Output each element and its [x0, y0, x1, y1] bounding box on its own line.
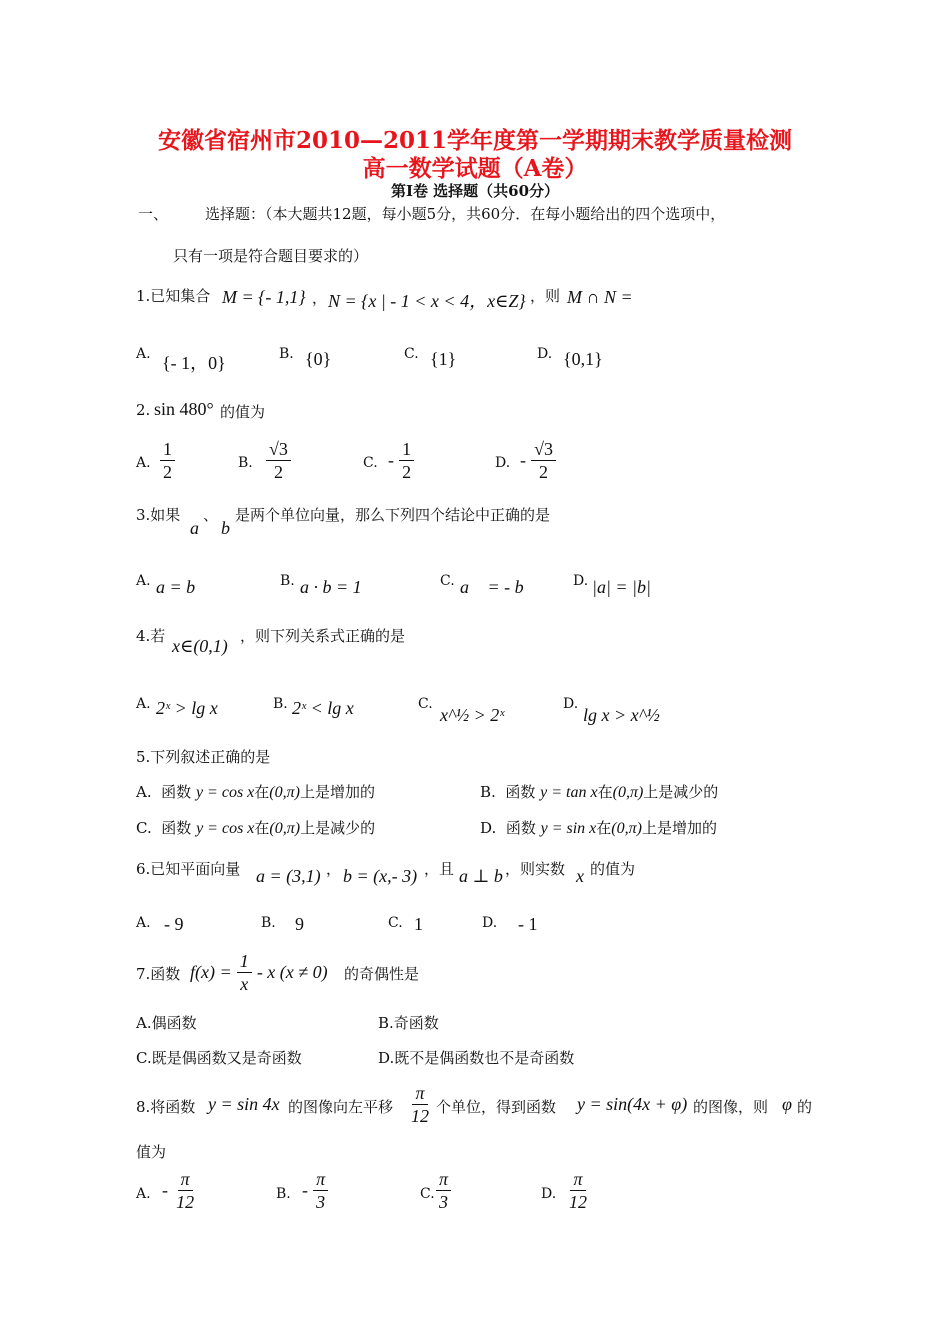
q5-option-b[interactable] — [480, 781, 718, 802]
q3-sep: 、 — [203, 506, 219, 524]
q2-option-a-fraction: $\frac{1}{2}$ — [160, 438, 175, 483]
q2-option-d-sign: - — [520, 450, 526, 470]
q6-option-a-label: A. — [136, 915, 151, 931]
q7-option-d[interactable] — [378, 1047, 574, 1068]
q8-option-c-fraction: $\frac{\pi}{3}$ — [436, 1168, 451, 1213]
q6-option-c-label: C. — [388, 915, 403, 931]
q3-option-d-label: D. — [573, 573, 589, 589]
q5-option-d-label: D. — [480, 819, 497, 837]
q3-option-a-label: A. — [136, 573, 151, 589]
q5-option-b-expr: y = tan x — [540, 784, 598, 801]
q7-option-c-text: 既是偶函数又是奇函数 — [151, 1049, 302, 1067]
q5-option-b-pre: 函数 — [505, 783, 536, 801]
instructions-number: 一、 — [138, 205, 169, 223]
q8-option-b-label: B. — [276, 1186, 291, 1202]
q4-option-b[interactable]: 2ˣ < lg x — [292, 698, 354, 718]
q7-option-d-text: 既不是偶函数也不是奇函数 — [394, 1049, 575, 1067]
q2-stem-num: 2. — [136, 401, 151, 419]
q8-stem: 8.将函数 — [136, 1098, 196, 1116]
q5-option-a-interval: (0,π) — [269, 784, 300, 801]
q2-option-c-label: C. — [363, 455, 378, 471]
q6-sep2: ，且 — [424, 860, 455, 878]
q7-option-b-label: B. — [378, 1014, 394, 1032]
q6-option-a[interactable]: - 9 — [164, 914, 184, 934]
q2-option-a[interactable] — [160, 438, 175, 483]
q6-tail2: 的值为 — [590, 860, 636, 878]
q4-option-a-label: A. — [136, 696, 151, 712]
q1-option-d-label: D. — [537, 346, 553, 362]
q6-vec-b: b = (x,- 3) — [343, 866, 418, 886]
q5-option-c-post: 上是减少的 — [300, 819, 376, 837]
q7-tail: 的奇偶性是 — [344, 965, 420, 983]
q3-option-b[interactable]: a · b = 1 — [300, 577, 362, 597]
q5-option-c-interval: (0,π) — [269, 820, 301, 837]
q8-f1: y = sin 4x — [208, 1094, 280, 1114]
q2-option-b-fraction: $\frac{√3}{2}$ — [266, 438, 291, 483]
q5-option-a[interactable] — [136, 781, 375, 802]
q4-stem: 4.若 — [136, 627, 166, 645]
q5-option-a-expr: y = cos x — [195, 784, 255, 801]
q3-var-b: b — [221, 518, 230, 538]
q4-cond: x∈(0,1) — [172, 636, 228, 656]
q7-option-b-text: 奇函数 — [393, 1014, 439, 1032]
q7-option-c[interactable] — [136, 1047, 302, 1068]
q3-stem: 3.如果 — [136, 506, 181, 524]
q8-option-b[interactable] — [302, 1168, 328, 1213]
q6-option-d[interactable]: - 1 — [518, 914, 538, 934]
q7-option-a[interactable] — [136, 1012, 197, 1033]
q5-option-d-post: 上是增加的 — [641, 819, 717, 837]
q7-function — [190, 950, 328, 995]
q8-var: φ — [782, 1094, 792, 1114]
q1-stem: 1.已知集合 — [136, 287, 211, 305]
q8-tail: 的 — [797, 1098, 813, 1116]
q6-var: x — [576, 866, 584, 886]
q8-option-a[interactable] — [162, 1168, 197, 1213]
q7-option-c-label: C. — [136, 1049, 152, 1067]
q5-option-c-mid: 在 — [254, 819, 270, 837]
q8-line2: 值为 — [136, 1143, 167, 1161]
instructions-line2: 只有一项是符合题目要求的） — [173, 247, 369, 265]
q7-stem: 7.函数 — [136, 965, 181, 983]
q1-expr: M ∩ N = — [567, 287, 633, 307]
q2-option-c-sign: - — [388, 450, 394, 470]
q5-option-c-pre: 函数 — [161, 819, 192, 837]
q8-mid3: 的图像，则 — [693, 1098, 769, 1116]
q8-mid1: 的图像向左平移 — [288, 1098, 394, 1116]
q8-option-b-fraction: $\frac{\pi}{3}$ — [313, 1168, 328, 1213]
q1-option-a-label: A. — [136, 346, 151, 362]
q5-option-c-expr: y = cos x — [196, 820, 255, 837]
q5-option-d[interactable] — [480, 817, 717, 838]
q1-option-b[interactable]: {0} — [305, 349, 332, 369]
q8-f2: y = sin(4x + φ) — [577, 1094, 688, 1114]
q3-option-a[interactable]: a = b — [156, 577, 196, 597]
q4-option-a[interactable]: 2ˣ > lg x — [156, 698, 218, 718]
q4-option-d[interactable]: lg x > x^½ — [583, 705, 660, 725]
q5-option-a-mid: 在 — [254, 783, 270, 801]
q5-option-d-expr: y = sin x — [540, 820, 597, 837]
q5-option-b-mid: 在 — [597, 783, 613, 801]
q6-option-c[interactable]: 1 — [414, 914, 423, 934]
q6-sep1: ， — [326, 860, 342, 878]
q8-mid2: 个单位，得到函数 — [436, 1098, 557, 1116]
q1-set-n: N = {x | - 1 < x < 4，x∈Z} — [328, 291, 526, 311]
q4-option-c[interactable]: x^½ > 2ˣ — [440, 705, 505, 725]
q2-option-a-label: A. — [136, 455, 151, 471]
q5-stem: 5.下列叙述正确的是 — [136, 748, 271, 766]
q6-option-d-label: D. — [482, 915, 498, 931]
q2-option-c-fraction: $\frac{1}{2}$ — [399, 438, 414, 483]
q6-vec-a: a = (3,1) — [256, 866, 321, 886]
q5-option-c-label: C. — [136, 819, 152, 837]
q8-option-a-label: A. — [136, 1186, 151, 1202]
exam-title: 安徽省宿州市2010—2011学年度第一学期期末教学质量检测 — [157, 127, 793, 154]
q8-shift — [408, 1082, 432, 1127]
q2-option-d[interactable] — [520, 438, 556, 483]
q7-option-b[interactable] — [378, 1012, 439, 1033]
q1-option-a[interactable]: {- 1，0} — [162, 353, 226, 373]
q6-tail: ，则实数 — [505, 860, 566, 878]
q1-option-c[interactable]: {1} — [430, 349, 457, 369]
q5-option-c[interactable] — [136, 817, 375, 838]
q2-option-b-label: B. — [238, 455, 253, 471]
q2-option-d-label: D. — [495, 455, 511, 471]
q3-option-c-label: C. — [440, 573, 455, 589]
q8-option-c-label: C. — [420, 1186, 435, 1202]
q2-option-b[interactable] — [266, 438, 291, 483]
q6-option-b-label: B. — [261, 915, 276, 931]
q5-option-b-label: B. — [480, 783, 496, 801]
section-heading: 第Ⅰ卷 选择题（共60分） — [390, 182, 560, 200]
q4-option-c-label: C. — [418, 696, 433, 712]
q8-option-b-sign: - — [302, 1180, 308, 1200]
q1-option-d[interactable]: {0,1} — [563, 349, 603, 369]
q1-set-m: M = {- 1,1} — [222, 287, 306, 307]
q8-option-d[interactable] — [566, 1168, 590, 1213]
q6-cond: a ⊥ b — [459, 866, 503, 886]
q3-option-c[interactable]: a⃗ = - b⃗ — [460, 577, 538, 597]
q5-option-d-pre: 函数 — [505, 819, 536, 837]
q7-lhs: f(x) = — [190, 962, 232, 982]
q2-option-c[interactable] — [388, 438, 414, 483]
q5-option-a-label: A. — [136, 783, 152, 801]
q5-option-b-post: 上是减少的 — [643, 783, 719, 801]
q4-option-b-label: B. — [273, 696, 288, 712]
q1-tail: ，则 — [530, 287, 561, 305]
q1-sep: ， — [312, 289, 328, 307]
q3-tail: 是两个单位向量，那么下列四个结论中正确的是 — [235, 506, 551, 524]
q1-option-b-label: B. — [279, 346, 294, 362]
q6-option-b[interactable]: 9 — [295, 914, 304, 934]
q7-option-a-label: A. — [136, 1014, 152, 1032]
q8-option-a-sign: - — [162, 1180, 168, 1200]
q8-shift-fraction: $\frac{\pi}{12}$ — [411, 1083, 429, 1126]
q8-option-c[interactable] — [436, 1168, 451, 1213]
q7-option-d-label: D. — [378, 1049, 395, 1067]
q5-option-d-mid: 在 — [596, 819, 612, 837]
q3-var-a: a — [190, 518, 199, 538]
q5-option-a-post: 上是增加的 — [299, 783, 375, 801]
instructions-line1: 选择题：（本大题共12题，每小题5分，共60分．在每小题给出的四个选项中， — [205, 205, 726, 223]
q2-expr: sin 480° — [154, 399, 214, 419]
q7-option-a-text: 偶函数 — [151, 1014, 197, 1032]
q4-option-d-label: D. — [563, 696, 579, 712]
q5-option-a-pre: 函数 — [161, 783, 192, 801]
q8-option-a-fraction: $\frac{\pi}{12}$ — [176, 1169, 195, 1212]
q5-option-b-interval: (0,π) — [612, 784, 644, 801]
q2-option-d-fraction: $\frac{√3}{2}$ — [531, 438, 556, 483]
q3-option-b-label: B. — [280, 573, 295, 589]
q3-option-d[interactable]: |a| = |b| — [592, 577, 651, 597]
q5-option-d-interval: (0,π) — [611, 820, 642, 837]
q1-option-c-label: C. — [404, 346, 419, 362]
q8-option-d-label: D. — [541, 1186, 557, 1202]
exam-subtitle: 高一数学试题（A卷） — [362, 155, 588, 182]
q2-tail: 的值为 — [220, 403, 266, 421]
q8-option-d-fraction: $\frac{\pi}{12}$ — [569, 1169, 587, 1212]
q4-tail: ，则下列关系式正确的是 — [240, 627, 406, 645]
q7-rest: - x (x ≠ 0) — [256, 962, 328, 982]
q7-fraction: $\frac{1}{x}$ — [237, 950, 252, 995]
q6-stem: 6.已知平面向量 — [136, 860, 241, 878]
